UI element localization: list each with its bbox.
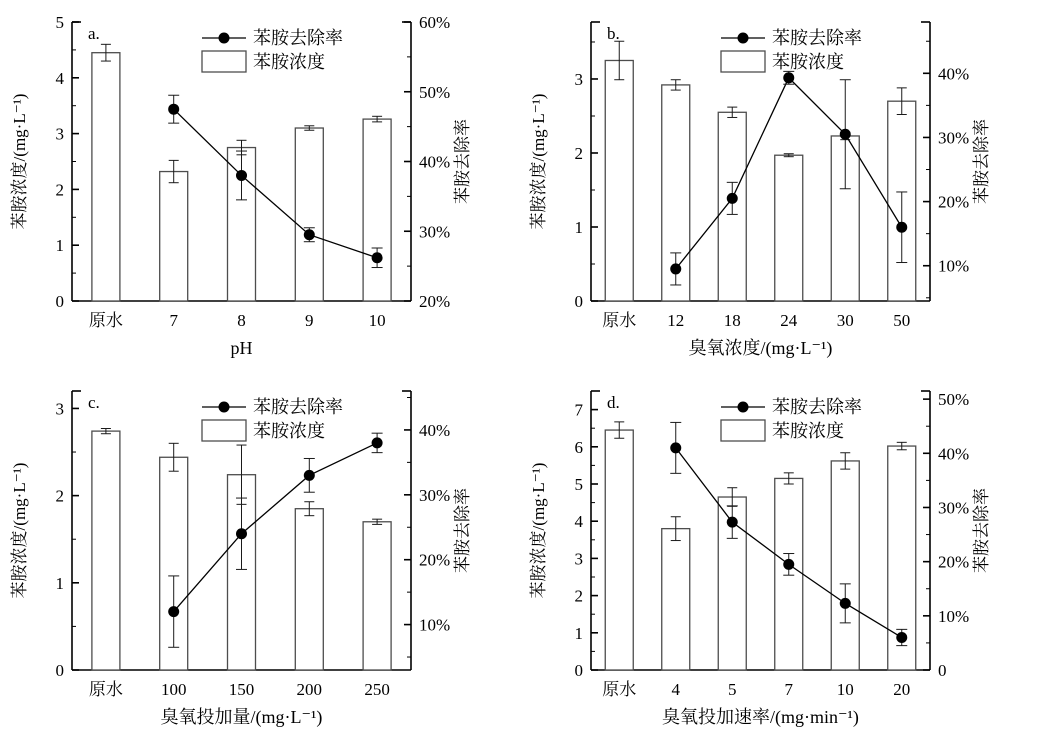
legend-label-concentration: 苯胺浓度 [253, 52, 325, 72]
x-category-label: 30 [836, 311, 854, 330]
panel-b [519, 0, 1038, 369]
left-tick-label: 5 [574, 475, 583, 494]
legend-label-concentration: 苯胺浓度 [772, 52, 844, 72]
left-tick-label: 1 [574, 623, 583, 643]
right-tick-label: 60% [419, 13, 451, 32]
left-axis-ticks [575, 42, 599, 311]
data-point [168, 606, 179, 617]
data-point [372, 437, 383, 448]
right-axis-title: 苯胺去除率 [453, 488, 472, 573]
bar [605, 430, 633, 670]
panel-a [0, 0, 519, 369]
right-tick-label: 50% [938, 390, 970, 410]
x-category-label: 5 [728, 680, 737, 699]
bar [363, 119, 391, 301]
right-tick-label: 20% [419, 550, 451, 570]
chart-b [519, 0, 1038, 369]
data-point [372, 252, 383, 263]
chart-c [0, 369, 519, 738]
right-tick-label: 10% [419, 615, 451, 635]
right-tick-label: 20% [938, 552, 970, 572]
data-point [236, 528, 247, 539]
left-tick-label: 3 [574, 69, 583, 89]
legend [202, 397, 343, 441]
panel-c [0, 369, 519, 738]
right-tick-label: 40% [419, 420, 451, 440]
legend-label-removal: 苯胺去除率 [772, 397, 862, 417]
x-category-label: 18 [723, 311, 741, 330]
x-category-label: 原水 [602, 680, 637, 699]
legend-dot-icon [219, 33, 230, 44]
bar [295, 509, 323, 670]
x-category-label: 4 [671, 680, 680, 699]
x-category-label: 10 [368, 311, 386, 330]
right-tick-label: 30% [938, 128, 970, 148]
x-category-label: 原水 [602, 311, 637, 330]
left-tick-label: 5 [55, 13, 64, 32]
legend [721, 28, 862, 72]
x-category-labels [602, 311, 910, 330]
left-axis-ticks [56, 13, 80, 311]
left-tick-label: 7 [574, 400, 583, 420]
panel-label: a. [88, 24, 100, 43]
data-point [727, 193, 738, 204]
bar [295, 128, 323, 301]
legend-dot-icon [219, 402, 230, 413]
chart-a [0, 0, 519, 369]
left-tick-label: 0 [55, 661, 64, 680]
bar [662, 529, 690, 670]
left-tick-label: 4 [574, 512, 583, 532]
legend [721, 397, 862, 441]
x-category-label: 7 [784, 680, 793, 699]
bar [775, 155, 803, 301]
removal-rate-line [174, 443, 377, 612]
x-category-label: 150 [228, 680, 255, 699]
right-tick-label: 30% [938, 498, 970, 518]
bar [363, 522, 391, 670]
bars-group [605, 41, 916, 301]
legend-label-removal: 苯胺去除率 [253, 397, 343, 417]
bar [160, 172, 188, 301]
left-tick-label: 0 [574, 661, 583, 680]
left-tick-label: 2 [55, 486, 64, 506]
data-point [896, 632, 907, 643]
left-axis-title: 苯胺浓度/(mg·L⁻¹) [529, 93, 548, 230]
legend-bar-symbol [721, 420, 765, 441]
left-axis-ticks [575, 401, 599, 680]
x-axis-title: 臭氧浓度/(mg·L⁻¹) [688, 338, 833, 358]
x-category-label: 24 [780, 311, 798, 330]
bar [605, 60, 633, 301]
legend-label-concentration: 苯胺浓度 [253, 421, 325, 441]
legend-dot-icon [738, 33, 749, 44]
x-category-label: 20 [893, 680, 911, 699]
legend-label-removal: 苯胺去除率 [772, 28, 862, 48]
x-category-labels [89, 680, 390, 699]
x-category-label: 100 [160, 680, 187, 699]
panel-label: b. [607, 24, 620, 43]
left-tick-label: 2 [574, 143, 583, 163]
right-axis-title: 苯胺去除率 [972, 119, 991, 204]
x-axis-title: 臭氧投加速率/(mg·min⁻¹) [662, 707, 859, 727]
left-axis-title: 苯胺浓度/(mg·L⁻¹) [529, 462, 548, 599]
data-point [304, 229, 315, 240]
bar [92, 53, 120, 301]
legend-bar-symbol [721, 51, 765, 72]
left-axis-ticks [56, 399, 80, 680]
left-axis-title: 苯胺浓度/(mg·L⁻¹) [10, 462, 29, 599]
right-tick-label: 30% [419, 222, 451, 242]
left-tick-label: 6 [574, 437, 583, 457]
x-category-label: 9 [305, 311, 314, 330]
data-point [236, 170, 247, 181]
bar [92, 431, 120, 670]
x-category-label: 原水 [88, 680, 123, 699]
data-point [727, 517, 738, 528]
x-category-label: 7 [169, 311, 178, 330]
right-tick-label: 50% [419, 82, 451, 102]
x-axis-title: 臭氧投加量/(mg·L⁻¹) [160, 707, 323, 727]
legend-bar-symbol [202, 51, 246, 72]
left-tick-label: 2 [574, 586, 583, 606]
left-tick-label: 3 [55, 124, 64, 144]
left-tick-label: 0 [574, 292, 583, 311]
x-category-label: 200 [296, 680, 323, 699]
x-category-labels [602, 680, 910, 699]
bar [831, 461, 859, 670]
left-tick-label: 1 [574, 217, 583, 237]
legend [202, 28, 343, 72]
right-tick-label: 20% [938, 192, 970, 212]
x-category-label: 50 [893, 311, 911, 330]
right-tick-label: 40% [938, 444, 970, 464]
left-tick-label: 4 [55, 68, 64, 88]
right-tick-label: 40% [938, 64, 970, 84]
left-tick-label: 0 [55, 292, 64, 311]
panel-label: d. [607, 393, 620, 412]
data-point [304, 470, 315, 481]
left-axis-title: 苯胺浓度/(mg·L⁻¹) [10, 93, 29, 230]
x-category-label: 12 [667, 311, 685, 330]
data-point [783, 559, 794, 570]
line-series [168, 433, 382, 647]
data-point [783, 72, 794, 83]
legend-dot-icon [738, 402, 749, 413]
right-tick-label: 30% [419, 485, 451, 505]
legend-bar-symbol [202, 420, 246, 441]
left-tick-label: 3 [55, 399, 64, 419]
data-point [670, 263, 681, 274]
x-category-labels [89, 311, 386, 330]
chart-d [519, 369, 1038, 738]
right-tick-label: 10% [938, 256, 970, 276]
removal-rate-line [174, 109, 377, 258]
data-point [840, 598, 851, 609]
panel-d [519, 369, 1038, 738]
left-tick-label: 1 [55, 236, 64, 256]
x-axis-title: pH [230, 338, 253, 358]
x-category-label: 原水 [88, 311, 123, 330]
x-category-label: 8 [237, 311, 246, 330]
x-category-label: 10 [836, 680, 854, 699]
right-tick-label: 10% [938, 606, 970, 626]
legend-label-concentration: 苯胺浓度 [772, 421, 844, 441]
left-tick-label: 3 [574, 549, 583, 569]
data-point [840, 129, 851, 140]
data-point [168, 104, 179, 115]
panel-label: c. [88, 393, 100, 412]
data-point [670, 442, 681, 453]
bars-group [605, 422, 916, 670]
line-series [168, 95, 382, 267]
x-category-label: 250 [364, 680, 390, 699]
right-axis-title: 苯胺去除率 [453, 119, 472, 204]
right-tick-label: 40% [419, 152, 451, 172]
right-tick-label: 20% [419, 292, 451, 311]
data-point [896, 222, 907, 233]
left-tick-label: 2 [55, 180, 64, 200]
right-axis-title: 苯胺去除率 [972, 488, 991, 573]
legend-label-removal: 苯胺去除率 [253, 28, 343, 48]
right-tick-label: 0 [938, 661, 947, 680]
left-tick-label: 1 [55, 573, 64, 593]
